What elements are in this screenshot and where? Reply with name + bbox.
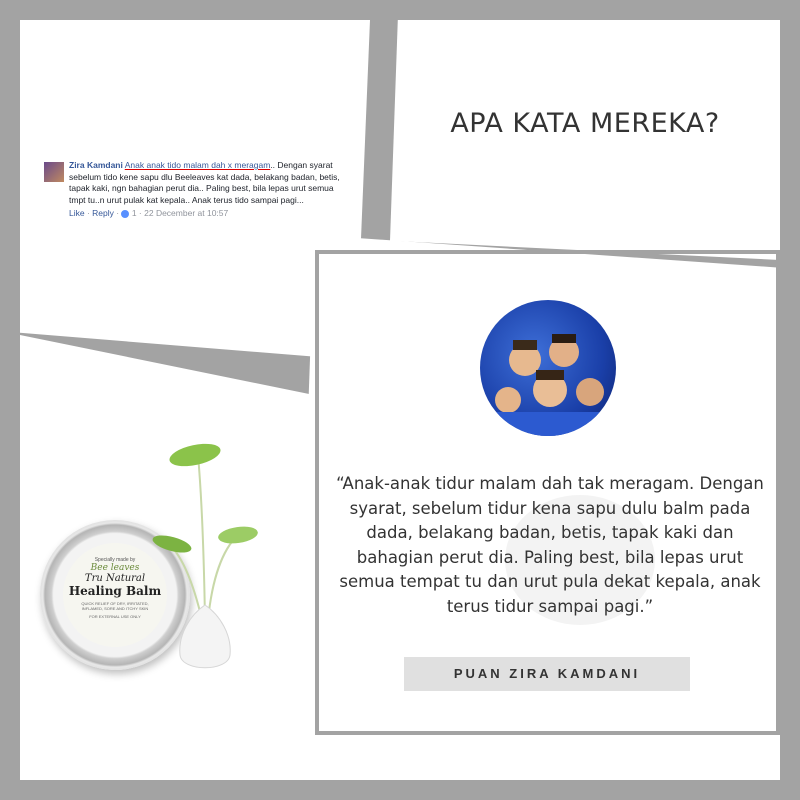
vase	[180, 605, 230, 668]
comment-text: .. Dengan syarat sebelum tido kene sapu dlu Beeleaves kat dada, belakang badan, betis, tapak kaki, ngn bahagian perut dia.. Paling best, bila lepas urut semua tmpt tu..n urut pulak kat kepala.. Anak terus tido sampai pagi...	[69, 160, 340, 205]
product-title-line1: Tru Natural	[84, 573, 146, 584]
like-icon	[121, 210, 129, 218]
avatar	[44, 162, 64, 182]
page-title: APA KATA MEREKA?	[450, 108, 720, 139]
comment-highlight: Anak anak tido malam dah x meragam	[124, 160, 271, 170]
facebook-comment	[44, 160, 344, 220]
leaf	[217, 524, 259, 545]
product-title-line2: Healing Balm	[68, 584, 162, 598]
comment-author[interactable]: Zira Kamdani	[69, 160, 123, 170]
reply-link[interactable]: Reply	[92, 208, 114, 218]
plant-stem	[170, 545, 202, 620]
comment-timestamp: 22 December at 10:57	[144, 208, 229, 218]
plant-stem	[208, 535, 238, 620]
plant-stem	[198, 455, 205, 620]
customer-photo	[480, 300, 616, 436]
leaf	[151, 532, 193, 556]
customer-name: PUAN ZIRA KAMDANI	[453, 666, 641, 681]
plant-vase-image	[150, 440, 260, 680]
comment-meta: Like · Reply · 1 · 22 December at 10:57	[69, 208, 229, 218]
product-tagline: QUICK RELIEF OF DRY, IRRITATED, INFLAMED, SORE AND ITCHY SKIN	[81, 601, 149, 611]
children-photo-icon	[480, 300, 616, 436]
testimonial-quote: “Anak-anak tidur malam dah tak meragam. Dengan syarat, sebelum tidur kena sapu dulu balm pada dada, belakang badan, betis, tapak kaki dan bahagian perut dia. Paling best, bila lepas urut semua tempat tu dan urut pula dekat kepala, anak terus tidur sampai pagi.”	[336, 474, 764, 616]
product-usage: FOR EXTERNAL USE ONLY	[89, 614, 141, 619]
panel-heading	[390, 20, 780, 260]
brand-logo: Bee leaves	[90, 563, 140, 573]
reaction-count: 1	[131, 208, 137, 218]
customer-name-badge	[404, 657, 690, 691]
leaf	[167, 440, 222, 470]
made-by-text: Specially made by	[94, 557, 136, 563]
like-link[interactable]: Like	[69, 208, 85, 218]
